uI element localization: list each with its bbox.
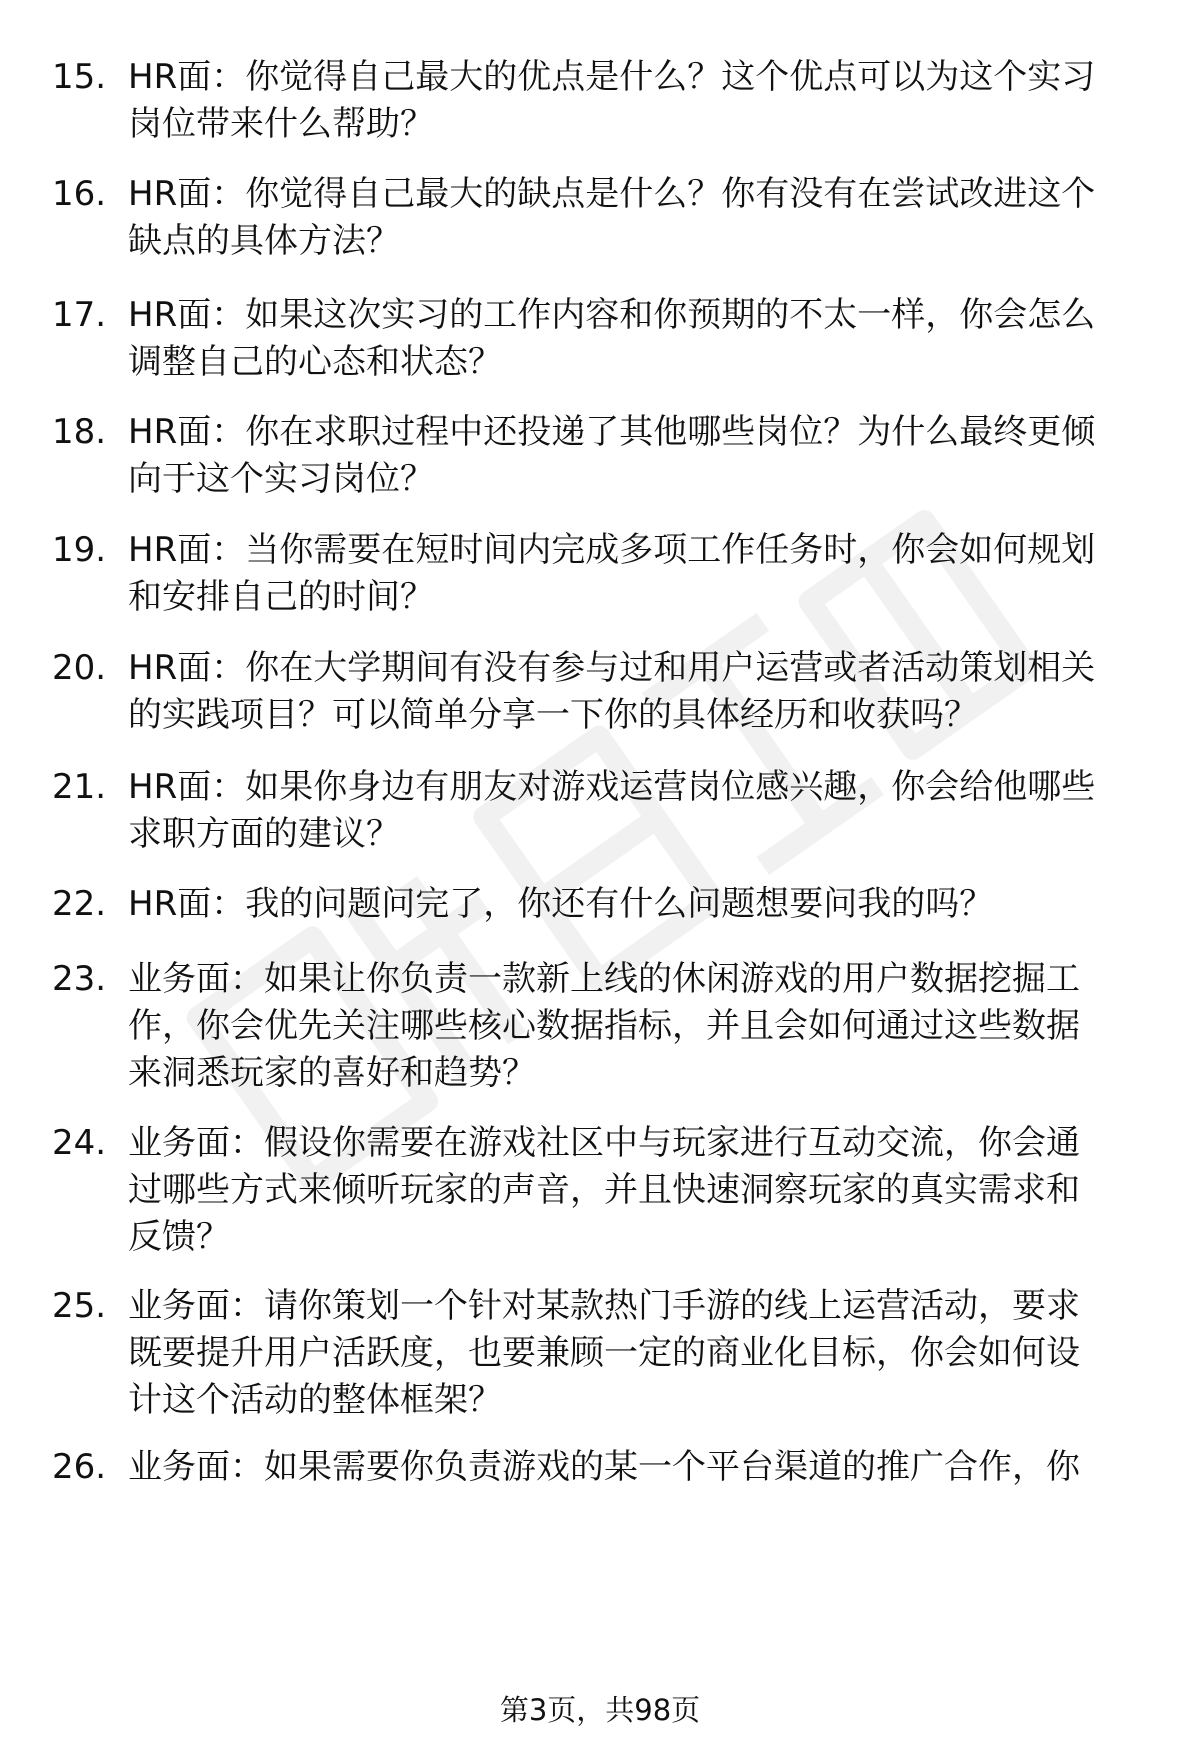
question-line: 作，你会优先关注哪些核心数据指标，并且会如何通过这些数据 bbox=[128, 1006, 1080, 1046]
question-number: 25. bbox=[52, 1286, 107, 1326]
question-number: 26. bbox=[52, 1447, 107, 1487]
question-line: 的实践项目？可以简单分享一下你的具体经历和收获吗？ bbox=[128, 695, 978, 735]
question-line: HR面：如果你身边有朋友对游戏运营岗位感兴趣，你会给他哪些 bbox=[128, 767, 1096, 807]
question-number: 19. bbox=[52, 530, 107, 570]
question-text bbox=[128, 527, 1158, 621]
question-line: HR面：你觉得自己最大的缺点是什么？你有没有在尝试改进这个 bbox=[128, 174, 1096, 214]
question-line: 向于这个实习岗位？ bbox=[128, 459, 434, 499]
question-number: 20. bbox=[52, 648, 107, 688]
question-text bbox=[128, 54, 1158, 148]
question-line: 业务面：假设你需要在游戏社区中与玩家进行互动交流，你会通 bbox=[128, 1123, 1080, 1163]
question-number: 18. bbox=[52, 412, 107, 452]
question-text bbox=[128, 292, 1158, 386]
question-text bbox=[128, 1283, 1158, 1424]
question-text bbox=[128, 409, 1158, 503]
question-line: HR面：如果这次实习的工作内容和你预期的不太一样，你会怎么 bbox=[128, 295, 1096, 335]
question-line: 反馈？ bbox=[128, 1217, 230, 1257]
question-number: 23. bbox=[52, 959, 107, 999]
question-line: HR面：你觉得自己最大的优点是什么？这个优点可以为这个实习 bbox=[128, 57, 1096, 97]
question-text bbox=[128, 171, 1158, 265]
question-line: HR面：你在求职过程中还投递了其他哪些岗位？为什么最终更倾 bbox=[128, 412, 1096, 452]
question-line: 和安排自己的时间？ bbox=[128, 577, 434, 617]
question-line: 计这个活动的整体框架？ bbox=[128, 1380, 502, 1420]
question-number: 24. bbox=[52, 1123, 107, 1163]
question-line: 业务面：如果让你负责一款新上线的休闲游戏的用户数据挖掘工 bbox=[128, 959, 1080, 999]
question-line: HR面：你在大学期间有没有参与过和用户运营或者活动策划相关 bbox=[128, 648, 1096, 688]
question-text bbox=[128, 764, 1158, 858]
question-number: 15. bbox=[52, 57, 107, 97]
question-number: 16. bbox=[52, 174, 107, 214]
question-line: 缺点的具体方法？ bbox=[128, 221, 400, 261]
question-line: 求职方面的建议？ bbox=[128, 814, 400, 854]
question-line: 岗位带来什么帮助？ bbox=[128, 104, 434, 144]
question-line: 业务面：如果需要你负责游戏的某一个平台渠道的推广合作，你 bbox=[128, 1447, 1080, 1487]
question-text bbox=[128, 1120, 1158, 1261]
page-number: 第3页，共98页 bbox=[499, 1693, 701, 1727]
question-number: 22. bbox=[52, 884, 107, 924]
question-line: 业务面：请你策划一个针对某款热门手游的线上运营活动，要求 bbox=[128, 1286, 1080, 1326]
question-line: 过哪些方式来倾听玩家的声音，并且快速洞察玩家的真实需求和 bbox=[128, 1170, 1080, 1210]
question-number: 21. bbox=[52, 767, 107, 807]
question-text bbox=[128, 645, 1158, 739]
question-line: 既要提升用户活跃度，也要兼顾一定的商业化目标，你会如何设 bbox=[128, 1333, 1080, 1373]
question-number: 17. bbox=[52, 295, 107, 335]
question-text bbox=[128, 956, 1158, 1097]
question-line: HR面：当你需要在短时间内完成多项工作任务时，你会如何规划 bbox=[128, 530, 1096, 570]
question-line: 调整自己的心态和状态？ bbox=[128, 342, 502, 382]
page-footer bbox=[0, 1690, 1200, 1730]
question-line: 来洞悉玩家的喜好和趋势？ bbox=[128, 1053, 536, 1093]
question-line: HR面：我的问题问完了，你还有什么问题想要问我的吗？ bbox=[128, 884, 994, 924]
question-text bbox=[128, 1444, 1158, 1491]
question-text bbox=[128, 881, 1158, 928]
